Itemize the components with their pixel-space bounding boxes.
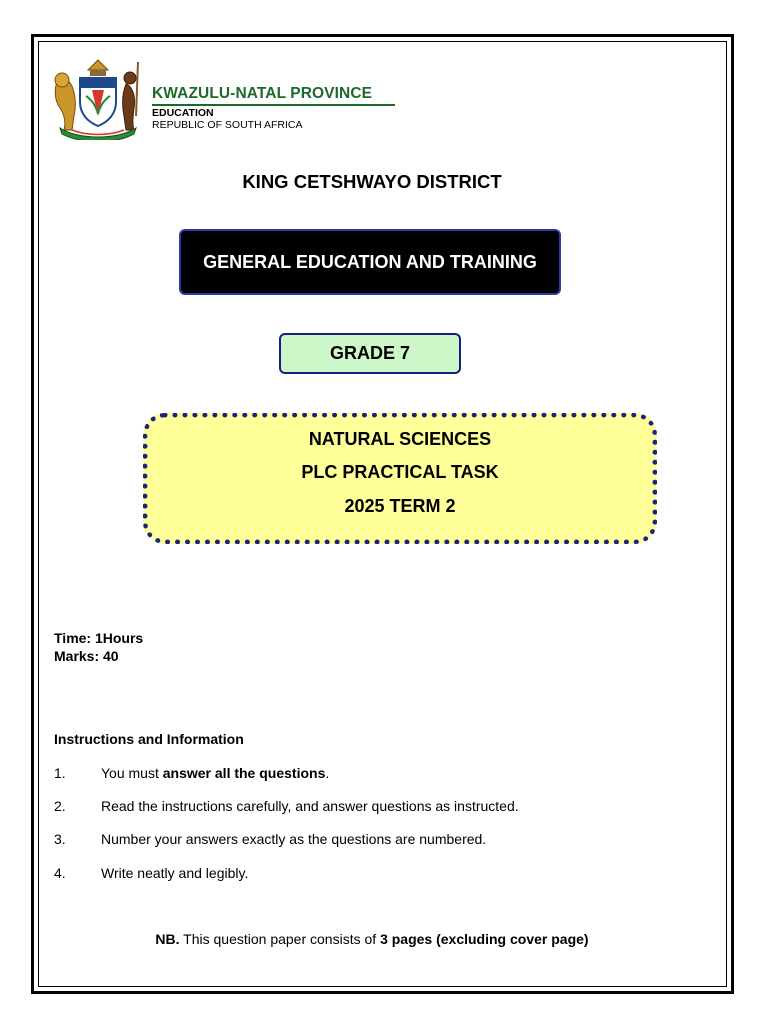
subject-panel [143, 413, 657, 544]
total-marks: Marks: 40 [54, 648, 119, 664]
instruction-item [54, 831, 486, 847]
instruction-number: 3. [54, 831, 66, 847]
district-title: KING CETSHWAYO DISTRICT [242, 171, 502, 192]
instruction-item [54, 865, 248, 881]
band-label: GENERAL EDUCATION AND TRAINING [203, 251, 537, 272]
page-count-note [0, 931, 744, 947]
note-text: This question paper consists of [179, 931, 381, 947]
instruction-number: 2. [54, 798, 66, 814]
band-banner [179, 229, 561, 295]
time-allowed: Time: 1Hours [54, 630, 144, 646]
note-label: NB. [155, 931, 180, 947]
instruction-item [54, 765, 329, 781]
instruction-emphasis: answer all the questions [162, 765, 326, 781]
country-label: REPUBLIC OF SOUTH AFRICA [152, 119, 303, 131]
grade-badge [279, 333, 461, 374]
instruction-text: Write neatly and legibly. [101, 865, 249, 881]
header-divider [152, 104, 395, 106]
subject-name: NATURAL SCIENCES [308, 429, 492, 449]
term-label: 2025 TERM 2 [344, 496, 456, 516]
instruction-text: You must [101, 765, 163, 781]
instruction-end: . [325, 765, 330, 781]
department-label: EDUCATION [152, 107, 214, 119]
instruction-number: 1. [54, 765, 66, 781]
instruction-text: Number your answers exactly as the questions are numbered. [101, 831, 487, 847]
coat-of-arms-logo [52, 56, 144, 140]
task-name: PLC PRACTICAL TASK [301, 462, 499, 482]
grade-label: GRADE 7 [329, 343, 410, 363]
instruction-number: 4. [54, 865, 66, 881]
instruction-text: Read the instructions carefully, and answer questions as instructed. [101, 798, 519, 814]
note-emphasis: 3 pages (excluding cover page) [380, 931, 589, 947]
instruction-item [54, 798, 519, 814]
province-title: KWAZULU-NATAL PROVINCE [152, 85, 373, 102]
instructions-heading: Instructions and Information [54, 731, 244, 747]
